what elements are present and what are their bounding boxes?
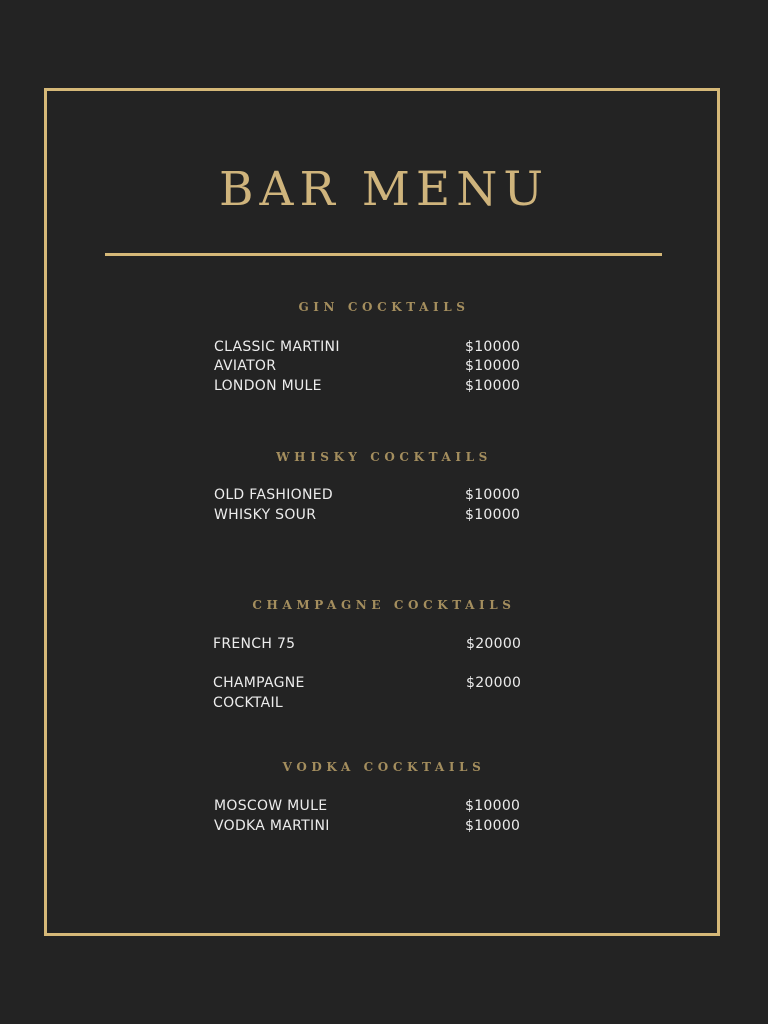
menu-item-name: WHISKY SOUR: [214, 507, 317, 523]
menu-item-price: $10000: [465, 818, 521, 834]
menu-item-price: $10000: [465, 378, 521, 394]
menu-item-name: MOSCOW MULE: [214, 798, 328, 814]
section-heading-gin: GIN COCKTAILS: [298, 300, 470, 314]
title-divider: [105, 253, 662, 256]
menu-item-name-line1: CHAMPAGNE: [213, 675, 305, 691]
section-heading-whisky: WHISKY COCKTAILS: [276, 450, 492, 464]
menu-item-price: $10000: [465, 798, 521, 814]
menu-title: BAR MENU: [219, 162, 549, 217]
section-heading-champagne: CHAMPAGNE COCKTAILS: [252, 598, 516, 612]
menu-item-price: $20000: [466, 675, 522, 691]
menu-item-name-line2: COCKTAIL: [213, 695, 284, 711]
menu-item-name: CLASSIC MARTINI: [214, 339, 340, 355]
menu-item-price: $10000: [465, 487, 521, 503]
section-heading-vodka: VODKA COCKTAILS: [282, 760, 486, 774]
menu-item-name: FRENCH 75: [213, 636, 296, 652]
menu-item-price: $20000: [466, 636, 522, 652]
menu-item-name: VODKA MARTINI: [214, 818, 330, 834]
menu-item-name: LONDON MULE: [214, 378, 322, 394]
menu-item-price: $10000: [465, 358, 521, 374]
menu-item-price: $10000: [465, 339, 521, 355]
menu-item-price: $10000: [465, 507, 521, 523]
menu-item-name: OLD FASHIONED: [214, 487, 333, 503]
menu-item-name: AVIATOR: [214, 358, 277, 374]
